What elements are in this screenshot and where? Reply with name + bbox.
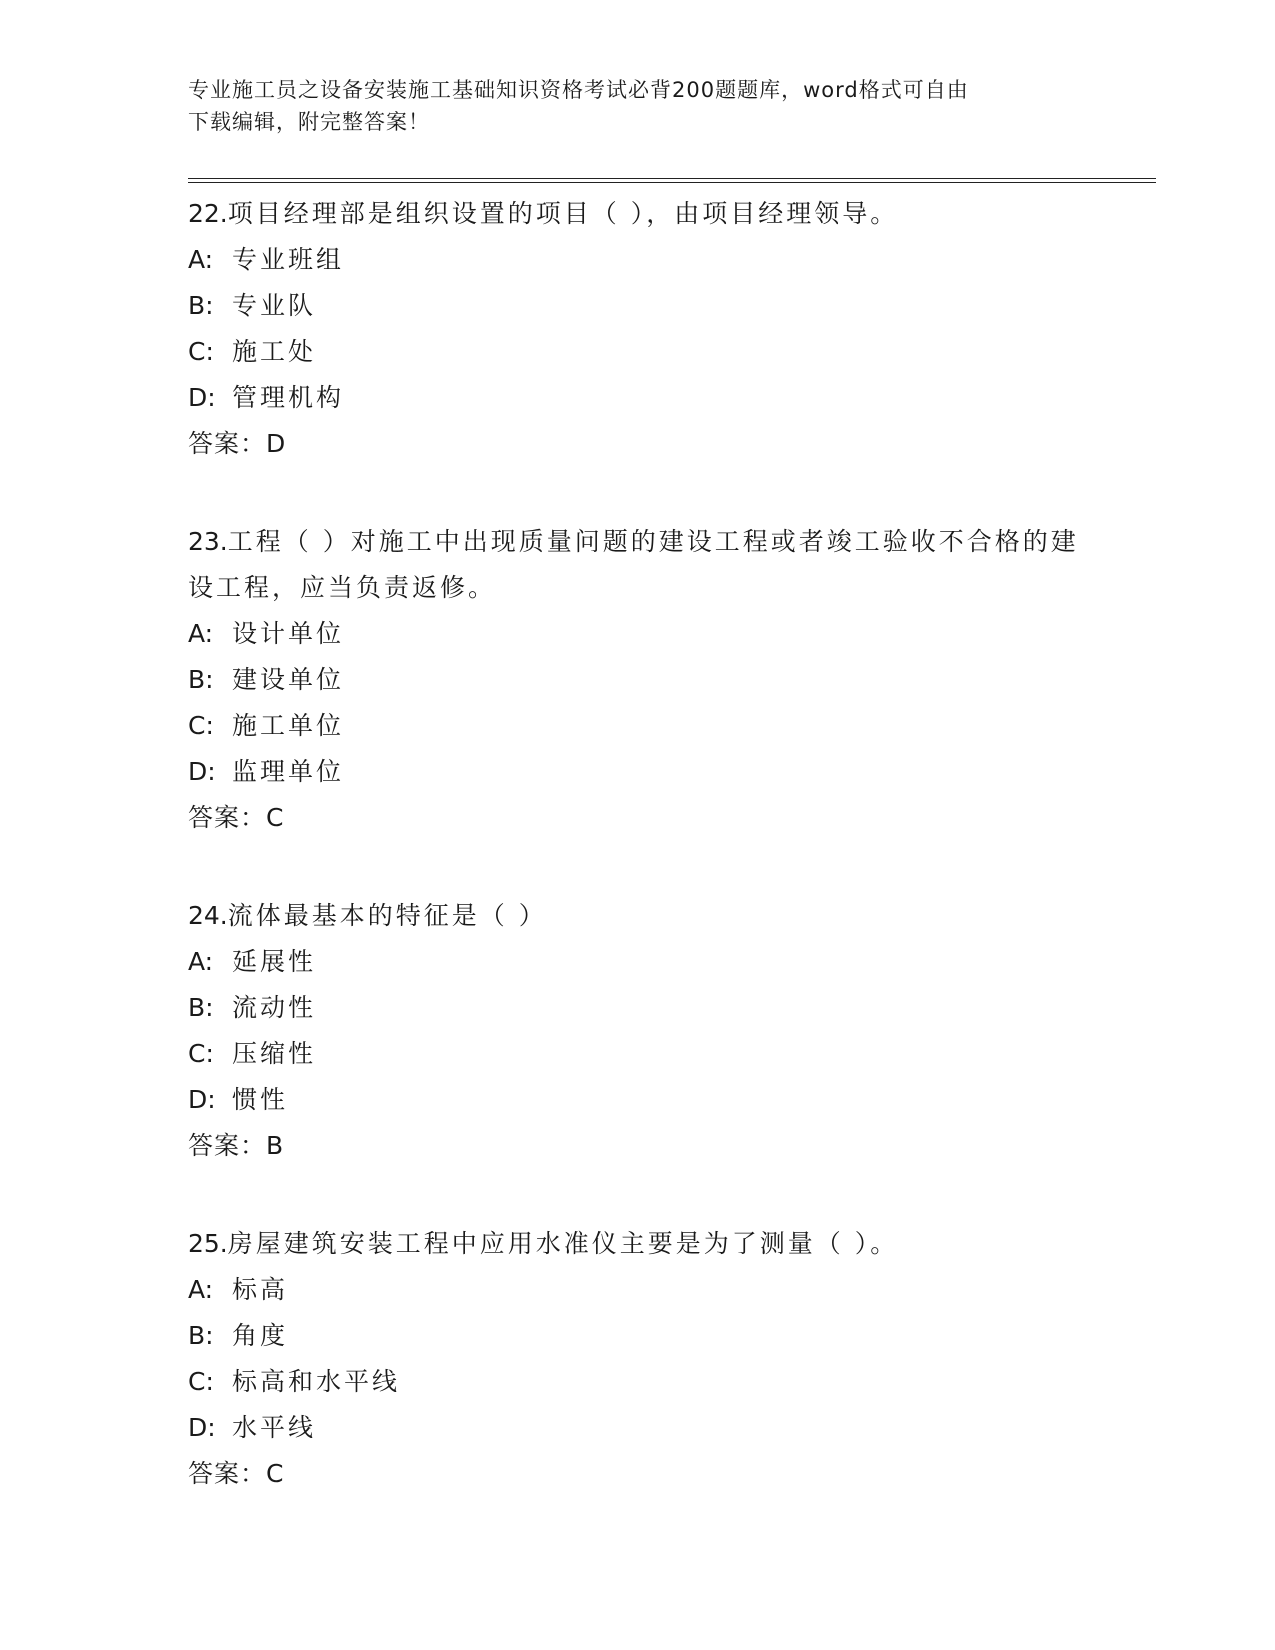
option-text: 监理单位	[232, 757, 345, 786]
option-letter: A:	[188, 619, 214, 648]
option-b	[188, 283, 1088, 329]
question-text: 房屋建筑安装工程中应用水准仪主要是为了测量（ ）。	[227, 1229, 899, 1258]
option-text: 压缩性	[232, 1039, 317, 1068]
option-c	[188, 703, 1088, 749]
question-number: 24.	[188, 901, 228, 930]
option-c	[188, 329, 1088, 375]
question-text: 项目经理部是组织设置的项目（ ），由项目经理领导。	[227, 199, 899, 228]
option-a	[188, 611, 1088, 657]
question-24	[188, 893, 1088, 1169]
option-text: 设计单位	[232, 619, 345, 648]
option-text: 水平线	[232, 1413, 317, 1442]
option-text: 建设单位	[232, 665, 345, 694]
question-text: 工程（ ）对施工中出现质量问题的建设工程或者竣工验收不合格的建设工程，应当负责返修。	[188, 527, 1079, 602]
option-text: 标高和水平线	[232, 1367, 401, 1396]
option-d	[188, 1405, 1088, 1451]
option-letter: B:	[188, 1321, 214, 1350]
question-stem	[188, 191, 1088, 237]
option-a	[188, 237, 1088, 283]
option-text: 角度	[232, 1321, 289, 1350]
option-a	[188, 939, 1088, 985]
option-d	[188, 1077, 1088, 1123]
option-text: 专业班组	[232, 245, 345, 274]
question-number: 25.	[188, 1229, 228, 1258]
document-header	[188, 74, 1088, 138]
question-25	[188, 1221, 1088, 1497]
option-letter: C:	[188, 1039, 214, 1068]
question-22	[188, 191, 1088, 467]
option-letter: B:	[188, 993, 214, 1022]
question-23	[188, 519, 1088, 841]
question-text: 流体最基本的特征是（ ）	[227, 901, 547, 930]
option-text: 专业队	[232, 291, 317, 320]
option-letter: D:	[188, 1085, 216, 1114]
option-d	[188, 375, 1088, 421]
option-letter: D:	[188, 757, 216, 786]
answer: 答案：C	[188, 803, 285, 832]
option-text: 延展性	[232, 947, 317, 976]
option-text: 施工单位	[232, 711, 345, 740]
option-b	[188, 657, 1088, 703]
option-letter: A:	[188, 245, 214, 274]
question-number: 23.	[188, 527, 228, 556]
option-b	[188, 985, 1088, 1031]
question-list	[188, 191, 1088, 1549]
answer: 答案：B	[188, 1131, 285, 1160]
question-stem	[188, 519, 1088, 611]
option-letter: D:	[188, 383, 216, 412]
option-letter: B:	[188, 291, 214, 320]
question-stem	[188, 893, 1088, 939]
option-letter: A:	[188, 1275, 214, 1304]
option-text: 惯性	[232, 1085, 289, 1114]
option-text: 流动性	[232, 993, 317, 1022]
option-letter: C:	[188, 711, 214, 740]
option-letter: D:	[188, 1413, 216, 1442]
option-letter: B:	[188, 665, 214, 694]
header-divider	[188, 178, 1156, 183]
answer: 答案：C	[188, 1459, 285, 1488]
option-letter: C:	[188, 337, 214, 366]
header-line-1: 专业施工员之设备安装施工基础知识资格考试必背200题题库，word格式可自由	[188, 78, 969, 102]
option-b	[188, 1313, 1088, 1359]
option-text: 管理机构	[232, 383, 345, 412]
option-text: 标高	[232, 1275, 289, 1304]
option-a	[188, 1267, 1088, 1313]
header-line-2: 下载编辑，附完整答案！	[188, 110, 430, 134]
answer: 答案：D	[188, 429, 287, 458]
option-letter: A:	[188, 947, 214, 976]
option-letter: C:	[188, 1367, 214, 1396]
option-c	[188, 1359, 1088, 1405]
option-c	[188, 1031, 1088, 1077]
option-text: 施工处	[232, 337, 317, 366]
question-stem	[188, 1221, 1088, 1267]
question-number: 22.	[188, 199, 228, 228]
option-d	[188, 749, 1088, 795]
